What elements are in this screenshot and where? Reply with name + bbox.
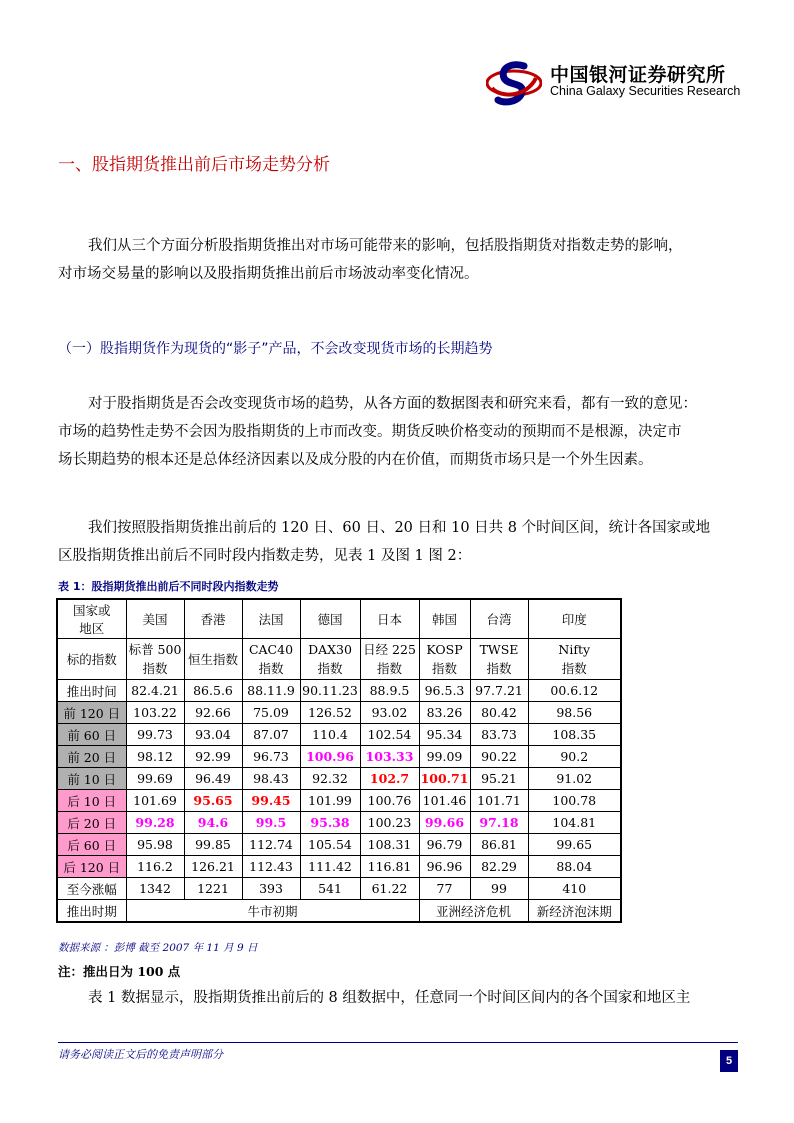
text-line: 我们从三个方面分析股指期货推出对市场可能带来的影响，包括股指期货对指数走势的影响，	[88, 238, 683, 254]
index-cell: KOSP 指数	[419, 639, 470, 680]
value-cell: 97.18	[470, 812, 528, 834]
value-cell: 104.81	[528, 812, 621, 834]
value-cell: 101.71	[470, 790, 528, 812]
data-row	[57, 746, 621, 768]
data-row	[57, 834, 621, 856]
index-row	[57, 639, 621, 680]
value-cell: 96.49	[184, 768, 242, 790]
subsection-title: （一）股指期货作为现货的“影子”产品，不会改变现货市场的长期趋势	[58, 341, 493, 357]
value-cell: 95.34	[419, 724, 470, 746]
value-cell: 83.26	[419, 702, 470, 724]
galaxy-logo-icon	[486, 58, 542, 108]
launch-date-cell: 96.5.3	[419, 680, 470, 702]
header-row	[57, 599, 621, 639]
period-label-cell: 至今涨幅	[57, 878, 126, 900]
value-cell: 100.96	[300, 746, 360, 768]
period-cell: 亚洲经济危机	[419, 900, 528, 923]
data-row	[57, 724, 621, 746]
intro-paragraph	[58, 232, 738, 288]
value-cell: 75.09	[242, 702, 300, 724]
value-cell: 111.42	[300, 856, 360, 878]
value-cell: 61.22	[360, 878, 419, 900]
value-cell: 88.04	[528, 856, 621, 878]
value-cell: 87.07	[242, 724, 300, 746]
value-cell: 95.98	[126, 834, 184, 856]
data-row	[57, 702, 621, 724]
value-cell: 99.66	[419, 812, 470, 834]
text-line: 我们按照股指期货推出前后的 120 日、60 日、20 日和 10 日共 8 个时间区间，统计各国家或地	[88, 520, 711, 536]
footer-disclaimer: 请务必阅读正文后的免责声明部分	[58, 1048, 223, 1061]
value-cell: 102.54	[360, 724, 419, 746]
launch-date-cell: 82.4.21	[126, 680, 184, 702]
value-cell: 108.35	[528, 724, 621, 746]
paragraph-3	[58, 984, 738, 1012]
text-line: 市场的趋势性走势不会因为股指期货的上市而改变。期货反映价格变动的预期而不是根源，决定市	[58, 424, 682, 440]
value-cell: 410	[528, 878, 621, 900]
period-label-cell: 前 60 日	[57, 724, 126, 746]
value-cell: 98.43	[242, 768, 300, 790]
value-cell: 90.22	[470, 746, 528, 768]
value-cell: 101.69	[126, 790, 184, 812]
period-row	[57, 900, 621, 923]
period-label-cell: 后 60 日	[57, 834, 126, 856]
period-label-cell: 前 20 日	[57, 746, 126, 768]
launch-date-cell: 88.9.5	[360, 680, 419, 702]
value-cell: 100.23	[360, 812, 419, 834]
value-cell: 92.32	[300, 768, 360, 790]
value-cell: 86.81	[470, 834, 528, 856]
text-line: 区股指期货推出前后不同时段内指数走势，见表 1 及图 1 图 2：	[58, 548, 472, 564]
value-cell: 112.43	[242, 856, 300, 878]
value-cell: 99	[470, 878, 528, 900]
value-cell: 93.02	[360, 702, 419, 724]
index-trend-table	[56, 598, 622, 923]
region-cell: 台湾	[470, 599, 528, 639]
value-cell: 541	[300, 878, 360, 900]
logo-chinese-name: 中国银河证券研究所	[550, 64, 726, 86]
paragraph-2	[58, 514, 738, 570]
region-header-cell: 国家或 地区	[57, 599, 126, 639]
period-cell: 牛市初期	[126, 900, 419, 923]
value-cell: 126.21	[184, 856, 242, 878]
table-note: 注：推出日为 100 点	[58, 964, 181, 979]
value-cell: 98.12	[126, 746, 184, 768]
index-cell: 日经 225 指数	[360, 639, 419, 680]
data-row	[57, 812, 621, 834]
value-cell: 100.78	[528, 790, 621, 812]
value-cell: 1221	[184, 878, 242, 900]
period-label-cell: 后 10 日	[57, 790, 126, 812]
region-cell: 德国	[300, 599, 360, 639]
value-cell: 1342	[126, 878, 184, 900]
region-cell: 美国	[126, 599, 184, 639]
value-cell: 108.31	[360, 834, 419, 856]
value-cell: 102.7	[360, 768, 419, 790]
index-cell: 标普 500 指数	[126, 639, 184, 680]
section-title: 一、股指期货推出前后市场走势分析	[58, 155, 330, 175]
value-cell: 91.02	[528, 768, 621, 790]
period-label-cell: 前 120 日	[57, 702, 126, 724]
value-cell: 99.5	[242, 812, 300, 834]
value-cell: 105.54	[300, 834, 360, 856]
text-line: 对于股指期货是否会改变现货市场的趋势，从各方面的数据图表和研究来看，都有一致的意见：	[88, 396, 697, 412]
region-cell: 日本	[360, 599, 419, 639]
data-row	[57, 768, 621, 790]
region-cell: 印度	[528, 599, 621, 639]
value-cell: 99.09	[419, 746, 470, 768]
value-cell: 92.66	[184, 702, 242, 724]
value-cell: 83.73	[470, 724, 528, 746]
paragraph-1	[58, 390, 738, 474]
value-cell: 96.73	[242, 746, 300, 768]
region-cell: 香港	[184, 599, 242, 639]
value-cell: 99.65	[528, 834, 621, 856]
launch-date-cell: 90.11.23	[300, 680, 360, 702]
index-cell: TWSE 指数	[470, 639, 528, 680]
logo-english-name: China Galaxy Securities Research	[550, 84, 741, 98]
data-source: 数据来源 ：彭博 截至 2007 年 11 月 9 日	[58, 942, 258, 954]
period-label-cell: 前 10 日	[57, 768, 126, 790]
text-line: 场长期趋势的根本还是总体经济因素以及成分股的内在价值，而期货市场只是一个外生因素。	[58, 452, 653, 468]
period-header-cell: 推出时期	[57, 900, 126, 923]
value-cell: 116.81	[360, 856, 419, 878]
value-cell: 112.74	[242, 834, 300, 856]
launch-date-cell: 97.7.21	[470, 680, 528, 702]
launch-row	[57, 680, 621, 702]
value-cell: 99.45	[242, 790, 300, 812]
data-row	[57, 790, 621, 812]
value-cell: 103.33	[360, 746, 419, 768]
region-cell: 法国	[242, 599, 300, 639]
value-cell: 93.04	[184, 724, 242, 746]
data-row	[57, 878, 621, 900]
value-cell: 96.96	[419, 856, 470, 878]
value-cell: 80.42	[470, 702, 528, 724]
value-cell: 99.69	[126, 768, 184, 790]
index-cell: DAX30 指数	[300, 639, 360, 680]
value-cell: 98.56	[528, 702, 621, 724]
value-cell: 92.99	[184, 746, 242, 768]
index-cell: 恒生指数	[184, 639, 242, 680]
value-cell: 116.2	[126, 856, 184, 878]
value-cell: 82.29	[470, 856, 528, 878]
value-cell: 103.22	[126, 702, 184, 724]
value-cell: 96.79	[419, 834, 470, 856]
text-line: 对市场交易量的影响以及股指期货推出前后市场波动率变化情况。	[58, 266, 479, 282]
value-cell: 393	[242, 878, 300, 900]
value-cell: 77	[419, 878, 470, 900]
index-cell: CAC40 指数	[242, 639, 300, 680]
launch-date-cell: 88.11.9	[242, 680, 300, 702]
launch-date-cell: 86.5.6	[184, 680, 242, 702]
period-label-cell: 后 120 日	[57, 856, 126, 878]
table-caption: 表 1：股指期货推出前后不同时段内指数走势	[58, 580, 279, 593]
period-cell: 新经济泡沫期	[528, 900, 621, 923]
period-label-cell: 后 20 日	[57, 812, 126, 834]
launch-label-cell: 推出时间	[57, 680, 126, 702]
value-cell: 95.38	[300, 812, 360, 834]
company-logo	[486, 58, 741, 108]
value-cell: 90.2	[528, 746, 621, 768]
value-cell: 101.46	[419, 790, 470, 812]
value-cell: 100.76	[360, 790, 419, 812]
index-header-cell: 标的指数	[57, 639, 126, 680]
footer-divider	[58, 1042, 738, 1043]
text-line: 表 1 数据显示，股指期货推出前后的 8 组数据中，任意同一个时间区间内的各个国家和地区主	[88, 990, 691, 1006]
value-cell: 99.85	[184, 834, 242, 856]
value-cell: 95.21	[470, 768, 528, 790]
value-cell: 99.28	[126, 812, 184, 834]
launch-date-cell: 00.6.12	[528, 680, 621, 702]
index-cell: Nifty 指数	[528, 639, 621, 680]
value-cell: 101.99	[300, 790, 360, 812]
value-cell: 94.6	[184, 812, 242, 834]
region-cell: 韩国	[419, 599, 470, 639]
value-cell: 100.71	[419, 768, 470, 790]
value-cell: 110.4	[300, 724, 360, 746]
value-cell: 95.65	[184, 790, 242, 812]
value-cell: 126.52	[300, 702, 360, 724]
page-number: 5	[720, 1050, 738, 1072]
value-cell: 99.73	[126, 724, 184, 746]
data-row	[57, 856, 621, 878]
